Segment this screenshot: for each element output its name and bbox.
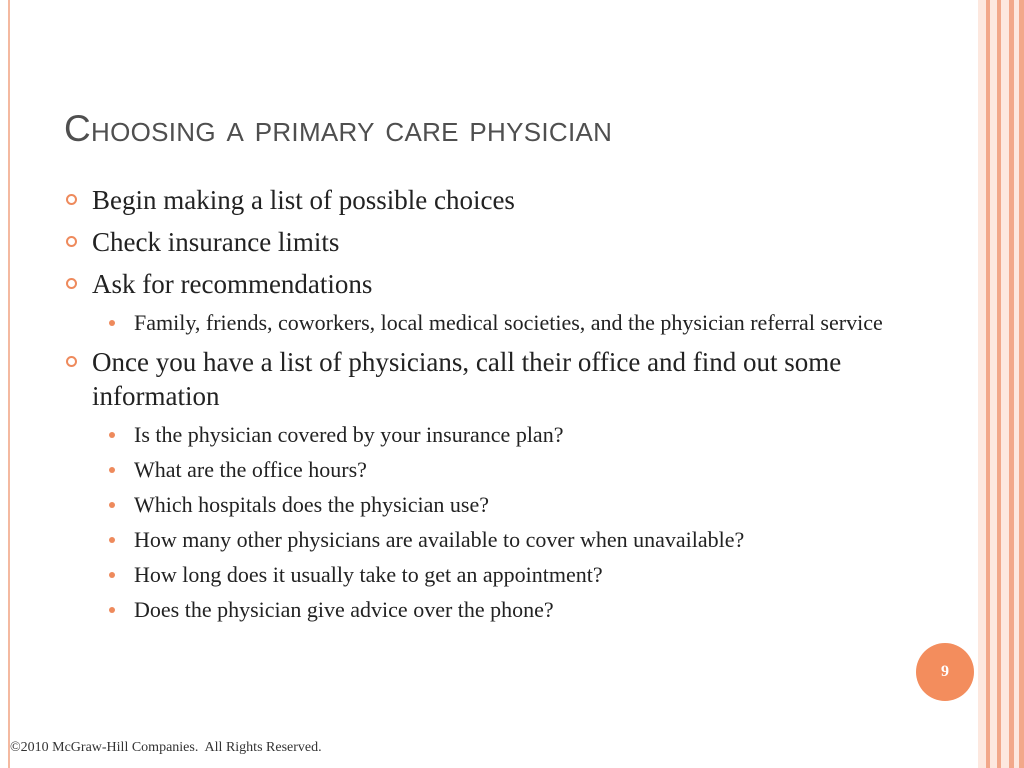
right-frame-stripe bbox=[1019, 0, 1024, 768]
bullet-text: Once you have a list of physicians, call their office and find out some information bbox=[92, 347, 842, 411]
sub-bullet-text: Family, friends, coworkers, local medical societies, and the physician referral service bbox=[134, 310, 883, 335]
dot-bullet-icon bbox=[109, 467, 115, 473]
right-frame-stripe bbox=[986, 0, 990, 768]
sub-bullet-text: How long does it usually take to get an appointment? bbox=[134, 562, 603, 587]
sub-bullet-item bbox=[64, 309, 914, 337]
bullet-item bbox=[64, 225, 914, 259]
sub-bullet-item bbox=[64, 421, 914, 449]
dot-bullet-icon bbox=[109, 572, 115, 578]
bullet-text: Ask for recommendations bbox=[92, 269, 373, 299]
dot-bullet-icon bbox=[109, 432, 115, 438]
sub-bullet-list bbox=[64, 309, 914, 337]
dot-bullet-icon bbox=[109, 502, 115, 508]
sub-bullet-text: Does the physician give advice over the phone? bbox=[134, 597, 554, 622]
right-frame-band bbox=[978, 0, 1024, 768]
dot-bullet-icon bbox=[109, 537, 115, 543]
ring-bullet-icon bbox=[66, 356, 77, 367]
left-frame-line bbox=[8, 0, 10, 768]
sub-bullet-item bbox=[64, 596, 914, 624]
sub-bullet-text: What are the office hours? bbox=[134, 457, 367, 482]
slide-title: Choosing a primary care physician bbox=[64, 108, 613, 149]
right-frame-stripe bbox=[997, 0, 1001, 768]
sub-bullet-text: How many other physicians are available to cover when unavailable? bbox=[134, 527, 745, 552]
bullet-text: Begin making a list of possible choices bbox=[92, 185, 515, 215]
sub-bullet-item bbox=[64, 526, 914, 554]
bullet-list bbox=[64, 183, 914, 624]
sub-bullet-list bbox=[64, 421, 914, 624]
ring-bullet-icon bbox=[66, 236, 77, 247]
bullet-item bbox=[64, 267, 914, 301]
sub-bullet-item bbox=[64, 456, 914, 484]
sub-bullet-text: Which hospitals does the physician use? bbox=[134, 492, 489, 517]
bullet-text: Check insurance limits bbox=[92, 227, 340, 257]
bullet-item bbox=[64, 183, 914, 217]
page-number: 9 bbox=[941, 663, 949, 680]
sub-bullet-item bbox=[64, 561, 914, 589]
ring-bullet-icon bbox=[66, 278, 77, 289]
dot-bullet-icon bbox=[109, 607, 115, 613]
ring-bullet-icon bbox=[66, 194, 77, 205]
sub-bullet-text: Is the physician covered by your insurance plan? bbox=[134, 422, 564, 447]
sub-bullet-item bbox=[64, 491, 914, 519]
copyright-footer: ©2010 McGraw-Hill Companies. All Rights Reserved. bbox=[10, 740, 322, 755]
dot-bullet-icon bbox=[109, 320, 115, 326]
right-frame-stripe bbox=[1009, 0, 1014, 768]
bullet-item bbox=[64, 345, 914, 413]
page-number-badge bbox=[916, 643, 974, 701]
